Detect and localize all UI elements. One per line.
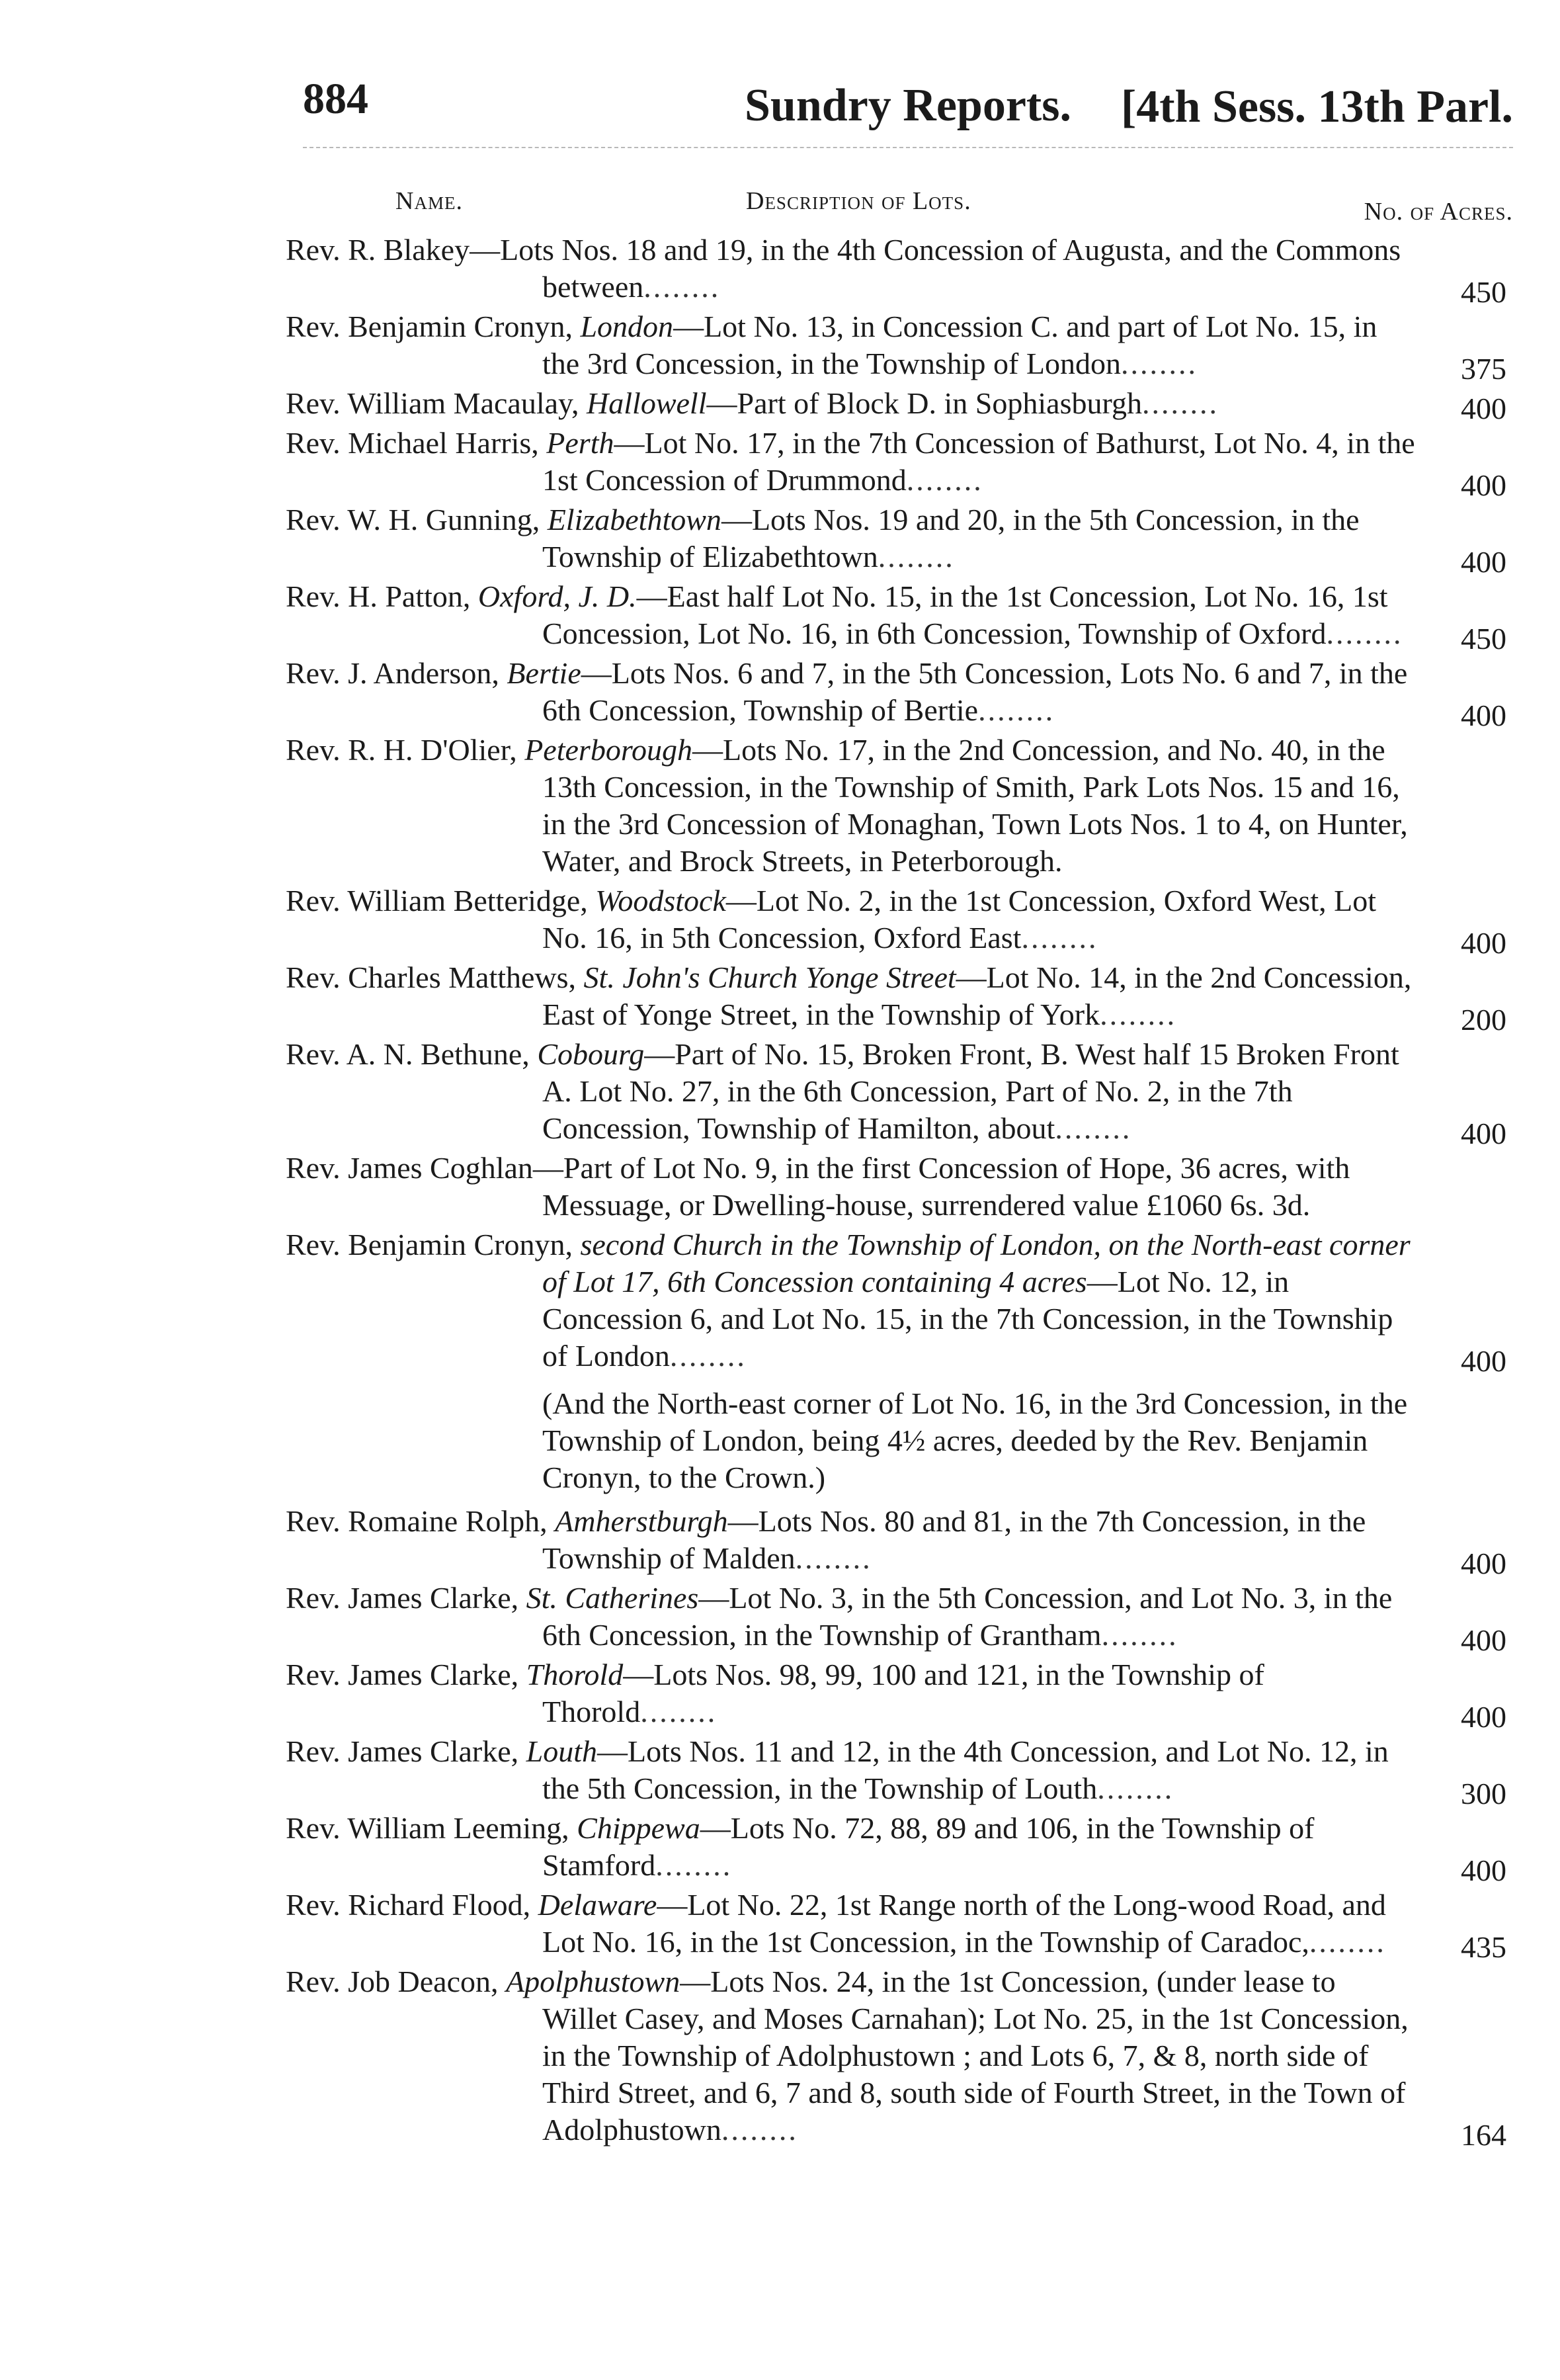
entry-leader-dots: ........ [1055, 1111, 1132, 1145]
entry-leader-dots: ........ [640, 1695, 718, 1728]
column-headers [395, 187, 1513, 226]
entry-name: Rev. J. Anderson, [286, 656, 507, 690]
entry-place: Amherstburgh [555, 1504, 728, 1538]
entry-place: Elizabethtown [547, 503, 721, 536]
entry-place: St. Catherines [526, 1581, 699, 1615]
entry-acres: 400 [1461, 699, 1506, 732]
entry-leader-dots: ........ [1021, 921, 1098, 955]
entry-description: Lot No. 13, in Concession C. and part of Lot No. 15, in the 3rd Concession, in the Township of London [542, 310, 1377, 380]
entry-acres: 400 [1461, 1623, 1506, 1657]
entry-description: Lots Nos. 6 and 7, in the 5th Concession, Lots No. 6 and 7, in the 6th Concession, Township of Bertie [542, 656, 1408, 727]
list-item [286, 1226, 1509, 1378]
list-item [286, 501, 1509, 579]
list-item [286, 959, 1509, 1037]
entry-separator: — [470, 233, 501, 267]
entry-name: Rev. Romaine Rolph, [286, 1504, 555, 1538]
entry-leader-dots: ........ [978, 693, 1055, 727]
entry-name: Rev. James Clarke, [286, 1658, 526, 1691]
list-item [286, 232, 1509, 309]
entry-name: Rev. James Coghlan [286, 1151, 533, 1185]
entry-leader-dots: ........ [655, 1848, 733, 1882]
list-item [286, 1963, 1509, 2152]
entry-leader-dots: ........ [721, 2113, 798, 2146]
entry-place: Delaware [538, 1888, 657, 1922]
list-item [286, 578, 1509, 656]
entry-name: Rev. A. N. Bethune, [286, 1037, 538, 1071]
entry-separator: — [680, 1965, 711, 1998]
entry-name: Rev. William Macaulay, [286, 386, 587, 420]
entry-acres: 400 [1461, 468, 1506, 502]
entry-acres: 400 [1461, 926, 1506, 960]
entry-separator: — [700, 1811, 731, 1845]
entry-description: Lot No. 17, in the 7th Concession of Bathurst, Lot No. 4, in the 1st Concession of Drummond [542, 426, 1415, 497]
entry-separator: — [581, 656, 612, 690]
entry-description: Lots No. 17, in the 2nd Concession, and No. 40, in the 13th Concession, in the Township of Smith, Park Lots Nos. 15 and 16, in the 3rd Concession of Monaghan, Town Lots Nos. 1 to 4, on Hunter, Water, and Brock Streets, in Peterborough. [542, 733, 1408, 878]
entry-place: London [580, 310, 674, 343]
entry-name: Rev. Charles Matthews, [286, 960, 584, 994]
entry-acres: 400 [1461, 1117, 1506, 1150]
entry-acres: 375 [1461, 352, 1506, 386]
entry-note: (And the North-east corner of Lot No. 16, in the 3rd Concession, in the Township of London, being 4½ acres, deeded by the Rev. Benjamin Cronyn, to the Crown.) [542, 1386, 1408, 1494]
list-item [286, 1810, 1509, 1887]
list-item [286, 1887, 1509, 1964]
entry-leader-dots: ........ [669, 1339, 747, 1373]
entry-place: Apolphustown [505, 1965, 680, 1998]
entry-leader-dots: ........ [1101, 1618, 1178, 1652]
entry-name: Rev. William Betteridge, [286, 884, 596, 917]
column-header-acres: No. of Acres. [1364, 198, 1513, 226]
entry-name: Rev. James Clarke, [286, 1734, 526, 1768]
entry-description: Lot No. 2, in the 1st Concession, Oxford West, Lot No. 16, in 5th Concession, Oxford East [542, 884, 1376, 955]
entry-separator: — [698, 1581, 729, 1615]
list-item [286, 385, 1509, 425]
entry-acres: 400 [1461, 1344, 1506, 1378]
entry-name: Rev. William Leeming, [286, 1811, 577, 1845]
entry-separator: — [727, 1504, 759, 1538]
entry-separator: — [673, 310, 704, 343]
entry-place: Perth [546, 426, 614, 460]
entry-separator: — [1087, 1265, 1118, 1298]
entry-separator: — [692, 733, 723, 767]
entry-name: Rev. Job Deacon, [286, 1965, 506, 1998]
session-label: [4th Sess. 13th Parl. [1120, 81, 1513, 132]
entry-leader-dots: ........ [878, 540, 955, 574]
column-header-description: Description of Lots. [746, 187, 971, 215]
entry-description: Lots Nos. 98, 99, 100 and 121, in the Township of Thorold [542, 1658, 1264, 1728]
entry-acres: 400 [1461, 1853, 1506, 1887]
entry-acres: 450 [1461, 275, 1506, 309]
entry-separator: — [644, 1037, 675, 1071]
list-item [286, 882, 1509, 960]
entry-place: St. John's Church Yonge Street [583, 960, 956, 994]
entry-separator: — [623, 1658, 654, 1691]
entry-acres: 164 [1461, 2118, 1506, 2152]
page-number: 884 [303, 75, 368, 123]
list-item [286, 1036, 1509, 1150]
entry-place: Louth [526, 1734, 598, 1768]
entry-name: Rev. Richard Flood, [286, 1888, 538, 1922]
entry-description: Lots Nos. 80 and 81, in the 7th Concession, in the Township of Malden [542, 1504, 1366, 1575]
entry-name: Rev. R. Blakey [286, 233, 470, 267]
entry-name: Rev. Michael Harris, [286, 426, 547, 460]
entry-leader-dots: ........ [795, 1541, 872, 1575]
entry-description: Lots Nos. 11 and 12, in the 4th Concession, and Lot No. 12, in the 5th Concession, in the Township of Louth [542, 1734, 1389, 1805]
list-item [286, 655, 1509, 732]
entry-leader-dots: ........ [906, 463, 983, 497]
entry-description: East half Lot No. 15, in the 1st Concession, Lot No. 16, 1st Concession, Lot No. 16, in 6th Concession, Township of Oxford [542, 579, 1388, 650]
list-item [286, 1733, 1509, 1810]
list-item [286, 425, 1509, 502]
entry-description: Lot No. 12, in Concession 6, and Lot No. 15, in the 7th Concession, in the Township of London [542, 1265, 1393, 1373]
entry-description: Lot No. 14, in the 2nd Concession, East of Yonge Street, in the Township of York [542, 960, 1412, 1031]
entry-place: Bertie [507, 656, 581, 690]
entry-acres: 400 [1461, 392, 1506, 425]
entry-place: second Church in the Township of London, on the North-east corner of Lot 17, 6th Concession containing 4 acres [542, 1228, 1411, 1298]
entry-place: Cobourg [537, 1037, 645, 1071]
entry-separator: — [956, 960, 987, 994]
list-item [286, 1580, 1509, 1657]
entry-name: Rev. R. H. D'Olier, [286, 733, 525, 767]
entry-separator: — [725, 884, 757, 917]
column-header-name: Name. [395, 187, 463, 215]
entry-name: Rev. Benjamin Cronyn, [286, 1228, 581, 1261]
entry-leader-dots: ........ [1097, 1771, 1174, 1805]
entry-separator: — [657, 1888, 688, 1922]
entry-description: Lots Nos. 18 and 19, in the 4th Concession of Augusta, and the Commons between [500, 233, 1401, 304]
entry-leader-dots: ........ [1309, 1925, 1386, 1959]
entry-leader-dots: ........ [1326, 616, 1403, 650]
entry-acres: 400 [1461, 545, 1506, 579]
entry-leader-dots: ........ [1120, 347, 1198, 380]
entry-place: Thorold [526, 1658, 624, 1691]
entry-description: Lots No. 72, 88, 89 and 106, in the Township of Stamford [542, 1811, 1315, 1882]
entry-place: Woodstock [595, 884, 726, 917]
entry-description: Lot No. 3, in the 5th Concession, and Lot No. 3, in the 6th Concession, in the Township of Grantham [542, 1581, 1393, 1652]
entry-acres: 450 [1461, 622, 1506, 656]
entry-description: Part of Block D. in Sophiasburgh [737, 386, 1142, 420]
page-header [303, 74, 1513, 148]
list-item [286, 1503, 1509, 1580]
entry-description: Lots Nos. 24, in the 1st Concession, (under lease to Willet Casey, and Moses Carnahan); Lot No. 25, in the 1st Concession, in the Township of Adolphustown ; and Lots 6, 7, & 8, north side of Third Street, and 6, 7 and 8, south side of Fourth Street, in the Town of Adolphustown [542, 1965, 1409, 2146]
entry-leader-dots: ........ [1141, 386, 1219, 420]
entry-place: Peterborough [524, 733, 693, 767]
entry-acres: 400 [1461, 1547, 1506, 1580]
entry-separator: — [706, 386, 737, 420]
list-item [286, 1150, 1509, 1224]
entry-separator: — [532, 1151, 563, 1185]
entry-leader-dots: ........ [1100, 998, 1177, 1031]
entry-separator: — [636, 579, 667, 613]
entry-description: Lots Nos. 19 and 20, in the 5th Concession, in the Township of Elizabethtown [542, 503, 1360, 574]
entry-separator: — [721, 503, 752, 536]
entry-name: Rev. Benjamin Cronyn, [286, 310, 581, 343]
entry-place: Hallowell [587, 386, 707, 420]
entry-description: Part of No. 15, Broken Front, B. West half 15 Broken Front A. Lot No. 27, in the 6th Concession, Part of No. 2, in the 7th Concession, Township of Hamilton, about [542, 1037, 1399, 1145]
list-item [286, 308, 1509, 386]
entry-name: Rev. W. H. Gunning, [286, 503, 548, 536]
entry-description: Lot No. 22, 1st Range north of the Long-wood Road, and Lot No. 16, in the 1st Concession, in the Township of Caradoc, [542, 1888, 1386, 1959]
entry-name: Rev. James Clarke, [286, 1581, 526, 1615]
entry-place: Oxford, J. D. [477, 579, 637, 613]
entry-description: Part of Lot No. 9, in the first Concession of Hope, 36 acres, with Messuage, or Dwelling-house, surrendered value £1060 6s. 3d. [542, 1151, 1350, 1222]
entry-acres: 435 [1461, 1930, 1506, 1964]
list-item [286, 732, 1509, 880]
page-title: Sundry Reports. [745, 80, 1071, 131]
entry-place: Chippewa [577, 1811, 700, 1845]
entry-name: Rev. H. Patton, [286, 579, 478, 613]
entry-separator: — [614, 426, 645, 460]
entry-acres: 200 [1461, 1003, 1506, 1037]
entry-leader-dots: ........ [643, 270, 721, 304]
entry-acres: 300 [1461, 1777, 1506, 1810]
list-item [286, 1656, 1509, 1734]
entry-acres: 400 [1461, 1700, 1506, 1734]
entries-list [286, 232, 1509, 2151]
entry-separator: — [597, 1734, 628, 1768]
